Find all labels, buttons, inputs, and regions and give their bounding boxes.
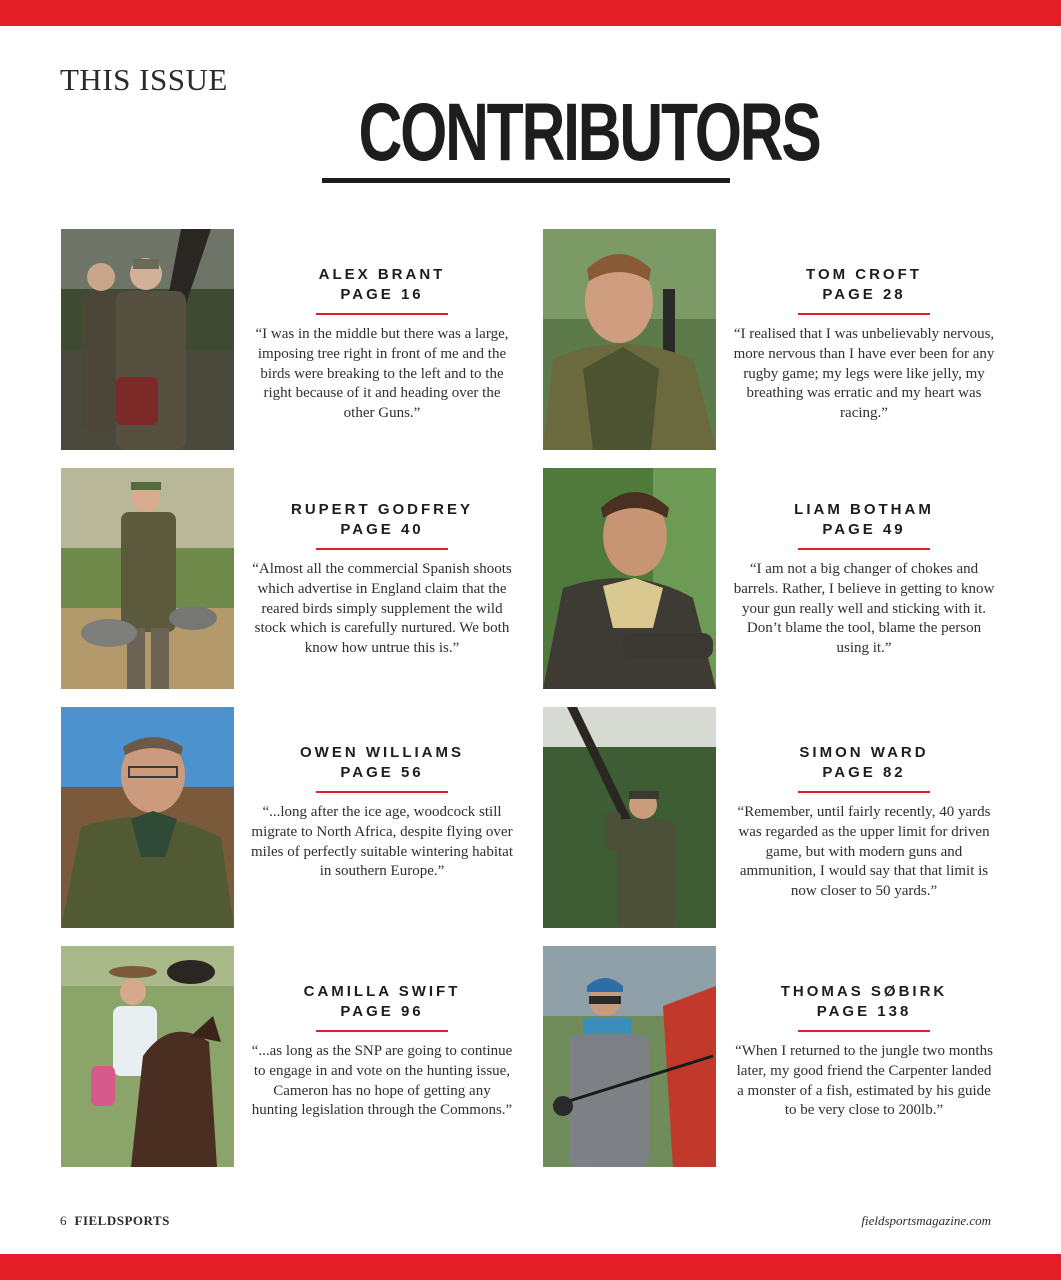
contributor-card [543,707,995,928]
contributor-name: LIAM BOTHAM [794,501,934,518]
contributor-name: THOMAS SØBIRK [780,983,948,1000]
top-red-bar [0,0,1061,26]
red-divider [798,1030,930,1032]
contributor-page: PAGE 56 [340,764,424,781]
contributor-quote: “I was in the middle but there was a large, imposing tree right in front of me and the birds were breaking to the left and to the right because of it and heading over the other Guns.” [255,326,509,422]
contributor-name: OWEN WILLIAMS [300,744,464,761]
footer-left [60,1213,170,1229]
contributor-name: SIMON WARD [799,744,929,761]
contributor-name: RUPERT GODFREY [290,501,473,518]
contributor-card [61,946,513,1167]
contributor-card [543,229,995,450]
contributor-photo [61,229,234,450]
contributor-quote: “When I returned to the jungle two months later, my good friend the Carpenter landed a monster of a fish, estimated by his guide to be very close to 200lb.” [735,1043,993,1119]
page-number: 6 [60,1213,67,1228]
page-title: CONTRIBUTORS [358,87,820,178]
bottom-red-bar [0,1254,1061,1280]
red-divider [316,791,448,793]
contributor-quote: “I am not a big changer of chokes and barrels. Rather, I believe in getting to know your gun really well and sticking with it. Don’t blame the tool, blame the person using it.” [733,561,995,657]
red-divider [798,791,930,793]
contributor-card [61,468,513,689]
red-divider [316,313,448,315]
contributor-page: PAGE 96 [340,1003,424,1020]
contributor-photo [61,707,234,928]
contributor-name: CAMILLA SWIFT [303,983,461,1000]
contributor-quote: “I realised that I was unbelievably nervous, more nervous than I have ever been for any rugby game; my legs were like jelly, my breathing was erratic and my heart was racing.” [733,326,995,422]
contributor-page: PAGE 28 [822,286,906,303]
contributor-page: PAGE 138 [816,1003,912,1020]
contributor-page: PAGE 16 [340,286,424,303]
contributor-quote: “Almost all the commercial Spanish shoots which advertise in England claim that the reared birds simply supplement the wild stock which is carefully nurtured. We both know how untrue this is.” [252,561,512,657]
red-divider [316,548,448,550]
contributor-quote: “...long after the ice age, woodcock still migrate to North Africa, despite flying over miles of perfectly suitable wintering habitat in southern Europe.” [251,804,514,880]
contributor-page: PAGE 49 [822,521,906,538]
section-label: THIS ISSUE [60,62,228,97]
contributor-photo [543,946,716,1167]
contributor-page: PAGE 82 [822,764,906,781]
contributor-page: PAGE 40 [340,521,424,538]
contributor-card [61,229,513,450]
contributor-photo [543,229,716,450]
contributor-quote: “...as long as the SNP are going to continue to engage in and vote on the hunting issue, Cameron has no hope of getting any hunting legislation through the Commons.” [251,1043,513,1119]
red-divider [798,548,930,550]
footer-brand: FIELDSPORTS [74,1213,170,1228]
contributor-card [543,946,995,1167]
title-underline [322,178,730,183]
contributor-photo [61,946,234,1167]
red-divider [316,1030,448,1032]
contributor-photo [543,707,716,928]
red-divider [798,313,930,315]
contributor-name: TOM CROFT [806,266,922,283]
contributor-name: ALEX BRANT [318,266,446,283]
contributor-photo [61,468,234,689]
contributor-photo [543,468,716,689]
contributor-card [543,468,995,689]
contributor-card [61,707,513,928]
footer-website: fieldsportsmagazine.com [861,1213,991,1228]
contributor-quote: “Remember, until fairly recently, 40 yards was regarded as the upper limit for driven game, but with modern guns and ammunition, I would say that that limit is now closer to 50 yards.” [737,804,991,900]
